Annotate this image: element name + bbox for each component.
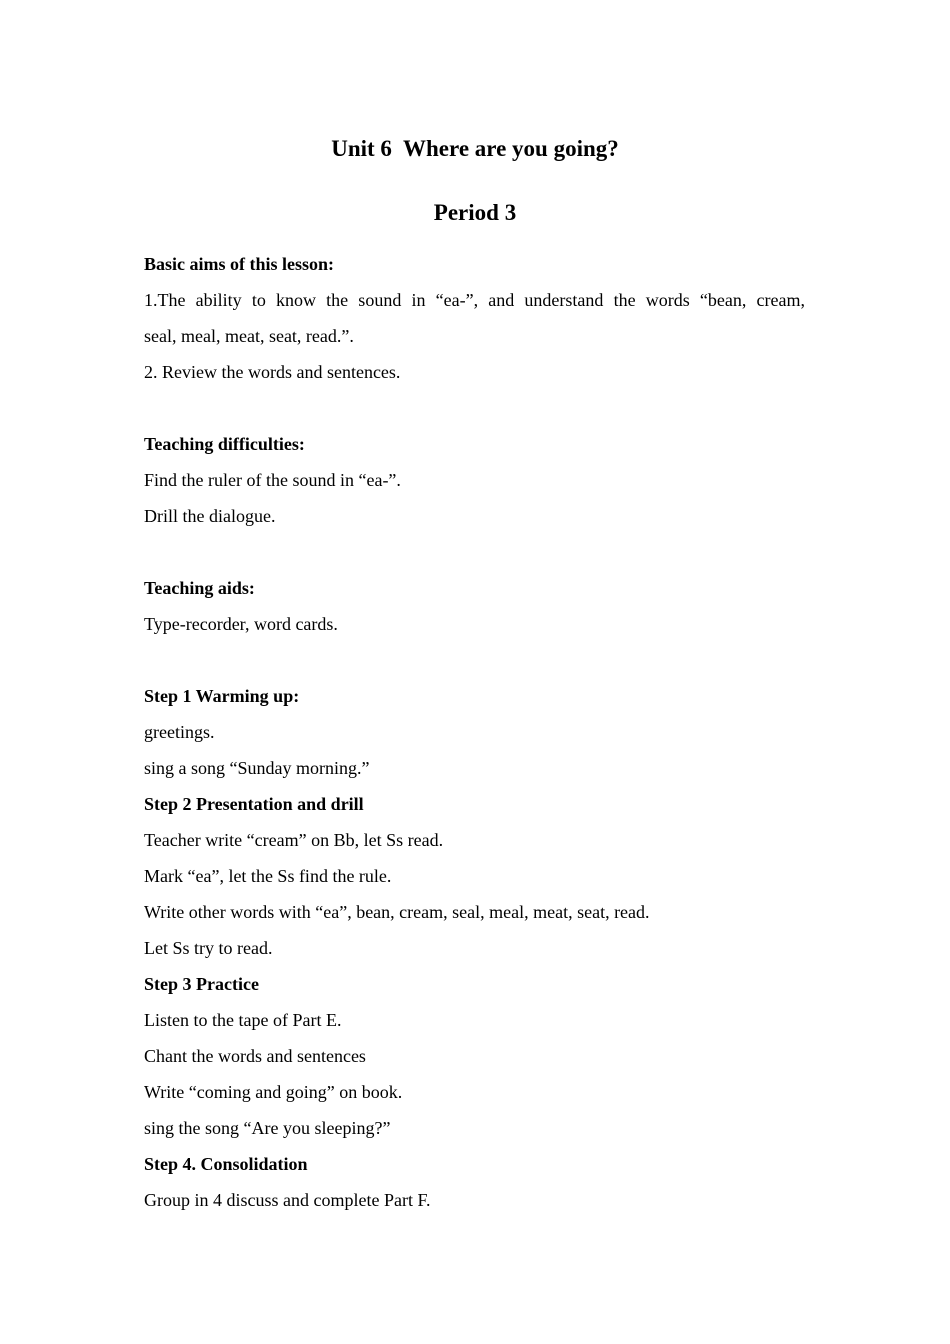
aims-item-1-line-2: seal, meal, meat, seat, read.”. — [144, 326, 354, 346]
blank-line — [144, 394, 805, 430]
document-title: Unit 6 Where are you going? — [331, 136, 619, 161]
aims-item-2: 2. Review the words and sentences. — [144, 362, 401, 382]
step4-heading: Step 4. Consolidation — [144, 1154, 308, 1174]
aims-heading: Basic aims of this lesson: — [144, 254, 335, 274]
aids-heading: Teaching aids: — [144, 578, 255, 598]
step3-line: Listen to the tape of Part E. — [144, 1010, 342, 1030]
step1-heading: Step 1 Warming up: — [144, 686, 300, 706]
step2-line: Mark “ea”, let the Ss find the rule. — [144, 866, 392, 886]
step4-line: Group in 4 discuss and complete Part F. — [144, 1190, 431, 1210]
step2-heading: Step 2 Presentation and drill — [144, 794, 364, 814]
step2-line: Let Ss try to read. — [144, 938, 273, 958]
lesson-body — [144, 250, 805, 1222]
step1-line: sing a song “Sunday morning.” — [144, 758, 370, 778]
step2-line: Write other words with “ea”, bean, cream, seal, meal, meat, seat, read. — [144, 902, 650, 922]
blank-line — [144, 646, 805, 682]
difficulties-line: Drill the dialogue. — [144, 506, 276, 526]
step2-line: Teacher write “cream” on Bb, let Ss read. — [144, 830, 444, 850]
difficulties-line: Find the ruler of the sound in “ea-”. — [144, 470, 401, 490]
step3-line: Write “coming and going” on book. — [144, 1082, 403, 1102]
difficulties-heading: Teaching difficulties: — [144, 434, 305, 454]
period-title: Period 3 — [433, 200, 517, 225]
aims-item-1-line-1: 1.The ability to know the sound in “ea-”, and understand the words “bean, cream, — [144, 290, 805, 310]
step1-line: greetings. — [144, 722, 215, 742]
step3-line: Chant the words and sentences — [144, 1046, 366, 1066]
aids-line: Type-recorder, word cards. — [144, 614, 338, 634]
step3-heading: Step 3 Practice — [144, 974, 259, 994]
step3-line: sing the song “Are you sleeping?” — [144, 1118, 391, 1138]
blank-line — [144, 538, 805, 574]
